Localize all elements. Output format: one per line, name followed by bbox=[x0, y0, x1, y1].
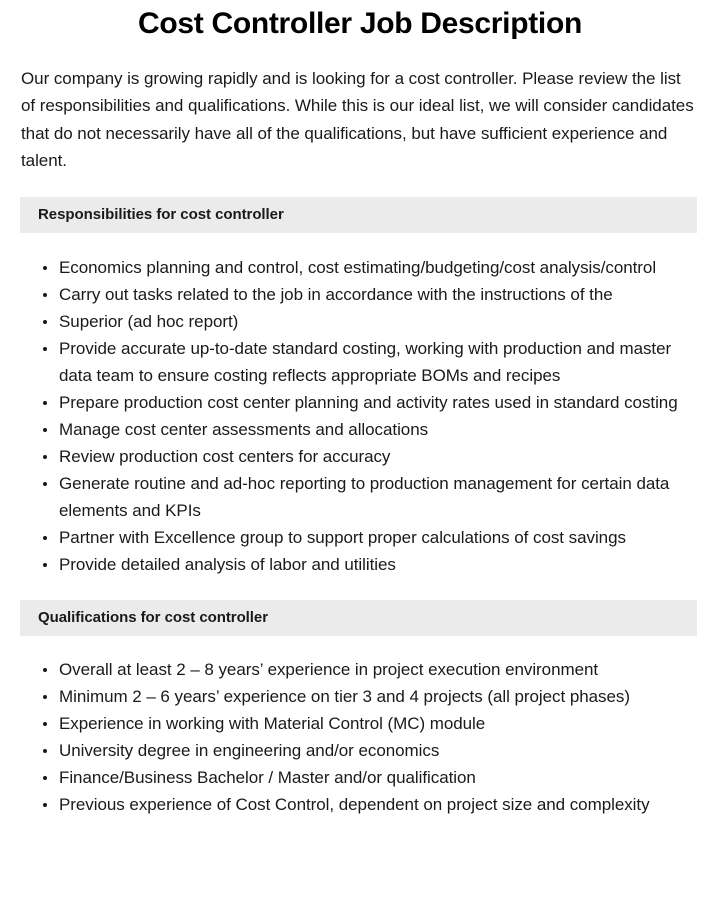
list-item: University degree in engineering and/or economics bbox=[0, 737, 720, 764]
list-item: Economics planning and control, cost estimating/budgeting/cost analysis/control bbox=[0, 254, 720, 281]
qualifications-header-bar bbox=[20, 600, 697, 636]
responsibilities-section bbox=[0, 197, 720, 578]
list-item: Partner with Excellence group to support proper calculations of cost savings bbox=[0, 524, 720, 551]
list-item: Provide detailed analysis of labor and utilities bbox=[0, 551, 720, 578]
responsibilities-list bbox=[0, 233, 720, 578]
qualifications-section bbox=[0, 600, 720, 818]
list-item: Generate routine and ad-hoc reporting to production management for certain data elements and KPIs bbox=[0, 470, 720, 524]
list-item: Superior (ad hoc report) bbox=[0, 308, 720, 335]
list-item: Previous experience of Cost Control, dependent on project size and complexity bbox=[0, 791, 720, 818]
responsibilities-header-bar bbox=[20, 197, 697, 233]
list-item: Review production cost centers for accuracy bbox=[0, 443, 720, 470]
list-item: Prepare production cost center planning and activity rates used in standard costing bbox=[0, 389, 720, 416]
responsibilities-header-label: Responsibilities for cost controller bbox=[38, 206, 284, 223]
page-title: Cost Controller Job Description bbox=[137, 7, 583, 40]
intro-paragraph: Our company is growing rapidly and is looking for a cost controller. Please review the list of responsibilities and qualifications. While this is our ideal list, we will consider candidates that do not necessarily have all of the qualifications, but have sufficient experience and talent. bbox=[21, 68, 694, 170]
list-item: Carry out tasks related to the job in accordance with the instructions of the bbox=[0, 281, 720, 308]
list-item: Overall at least 2 – 8 years’ experience in project execution environment bbox=[0, 656, 720, 683]
list-item: Finance/Business Bachelor / Master and/or qualification bbox=[0, 764, 720, 791]
list-item: Manage cost center assessments and allocations bbox=[0, 416, 720, 443]
list-item: Minimum 2 – 6 years’ experience on tier 3 and 4 projects (all project phases) bbox=[0, 683, 720, 710]
list-item: Experience in working with Material Control (MC) module bbox=[0, 710, 720, 737]
qualifications-list bbox=[0, 636, 720, 818]
qualifications-header-label: Qualifications for cost controller bbox=[38, 609, 269, 626]
list-item: Provide accurate up-to-date standard costing, working with production and master data team to ensure costing reflects appropriate BOMs and recipes bbox=[0, 335, 720, 389]
